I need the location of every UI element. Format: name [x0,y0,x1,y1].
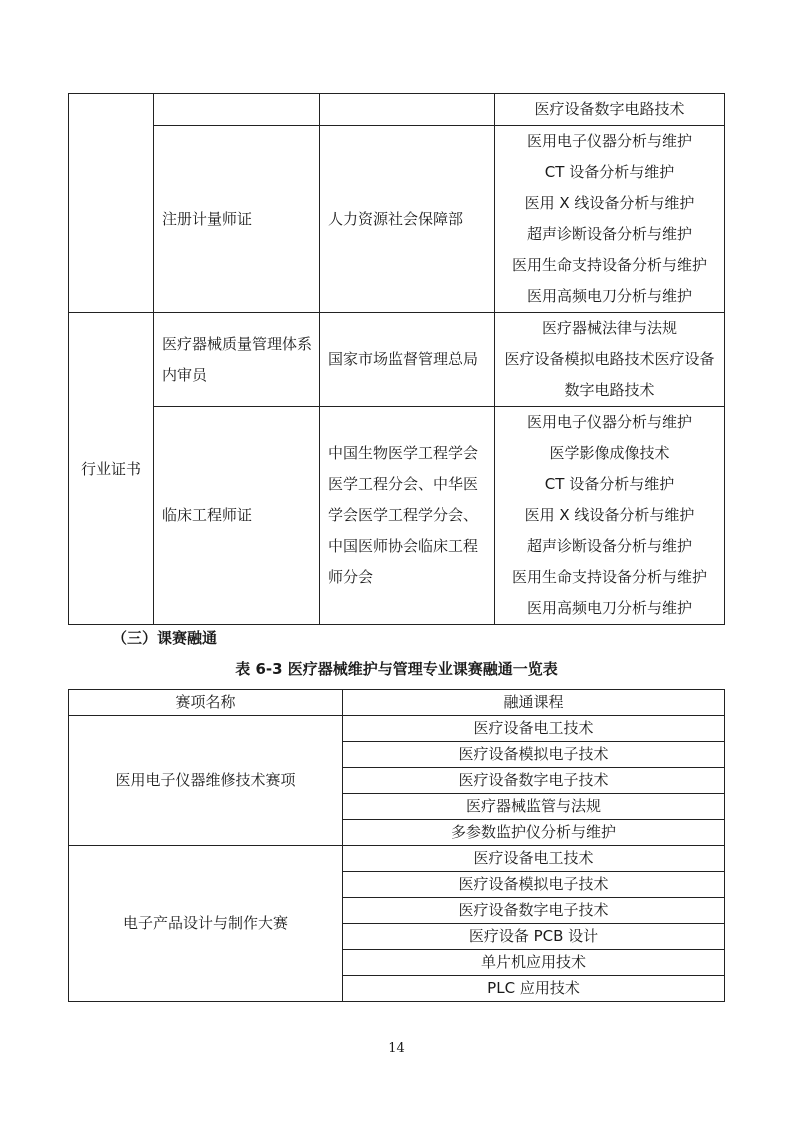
issuer-cell: 国家市场监督管理总局 [320,313,495,407]
table-row [69,94,725,126]
course-item: 医用 X 线设备分析与维护 [524,506,695,524]
courses-cell [495,407,725,625]
certificate-cell [154,94,320,126]
course-item: 医用生命支持设备分析与维护 [511,256,707,274]
column-header: 赛项名称 [69,690,343,716]
courses-cell [495,94,725,126]
competition-name-cell: 电子产品设计与制作大赛 [69,846,343,1002]
certificate-cell: 临床工程师证 [154,407,320,625]
certificate-cell: 医疗器械质量管理体系内审员 [154,313,320,407]
table-row [69,313,725,407]
course-cell: 医疗设备电工技术 [343,846,725,872]
course-cell: 医疗设备 PCB 设计 [343,924,725,950]
course-cell: 医疗设备电工技术 [343,716,725,742]
course-item: 超声诊断设备分析与维护 [526,537,692,555]
course-item: 医用电子仪器分析与维护 [526,413,692,431]
certificate-table [68,93,725,625]
course-cell: 医疗设备模拟电子技术 [343,742,725,768]
course-item: 医疗设备模拟电路技术医疗设备数字电路技术 [504,350,715,399]
table-row [69,846,725,872]
table-caption: 表 6-3 医疗器械维护与管理专业课赛融通一览表 [235,660,558,678]
course-cell: 医疗器械监管与法规 [343,794,725,820]
course-cell: 单片机应用技术 [343,950,725,976]
issuer-cell [320,94,495,126]
issuer-cell: 中国生物医学工程学会医学工程分会、中华医学会医学工程学分会、中国医师协会临床工程师分会 [320,407,495,625]
course-item: 超声诊断设备分析与维护 [526,225,692,243]
courses-cell [495,313,725,407]
course-item: CT 设备分析与维护 [544,163,675,181]
table-row [69,126,725,313]
course-cell: PLC 应用技术 [343,976,725,1002]
competition-table [68,689,725,1002]
course-cell: 医疗设备数字电子技术 [343,768,725,794]
course-item: 医疗设备数字电路技术 [534,100,685,118]
column-header: 融通课程 [343,690,725,716]
course-item: 医用电子仪器分析与维护 [526,132,692,150]
course-cell: 医疗设备数字电子技术 [343,898,725,924]
table-row [69,407,725,625]
certificate-cell: 注册计量师证 [154,126,320,313]
competition-name-cell: 医用电子仪器维修技术赛项 [69,716,343,846]
section-heading: （三）课赛融通 [112,629,218,647]
course-item: CT 设备分析与维护 [544,475,675,493]
course-item: 医疗器械法律与法规 [541,319,677,337]
courses-cell [495,126,725,313]
course-item: 医学影像成像技术 [549,444,670,462]
page-number: 14 [388,1041,405,1056]
course-item: 医用 X 线设备分析与维护 [524,194,695,212]
table-row [69,716,725,742]
course-item: 医用高频电刀分析与维护 [526,599,692,617]
course-cell: 多参数监护仪分析与维护 [343,820,725,846]
issuer-cell: 人力资源社会保障部 [320,126,495,313]
table-header-row [69,690,725,716]
category-cell: 行业证书 [69,313,154,625]
category-cell [69,94,154,313]
course-item: 医用高频电刀分析与维护 [526,287,692,305]
course-item: 医用生命支持设备分析与维护 [511,568,707,586]
course-cell: 医疗设备模拟电子技术 [343,872,725,898]
